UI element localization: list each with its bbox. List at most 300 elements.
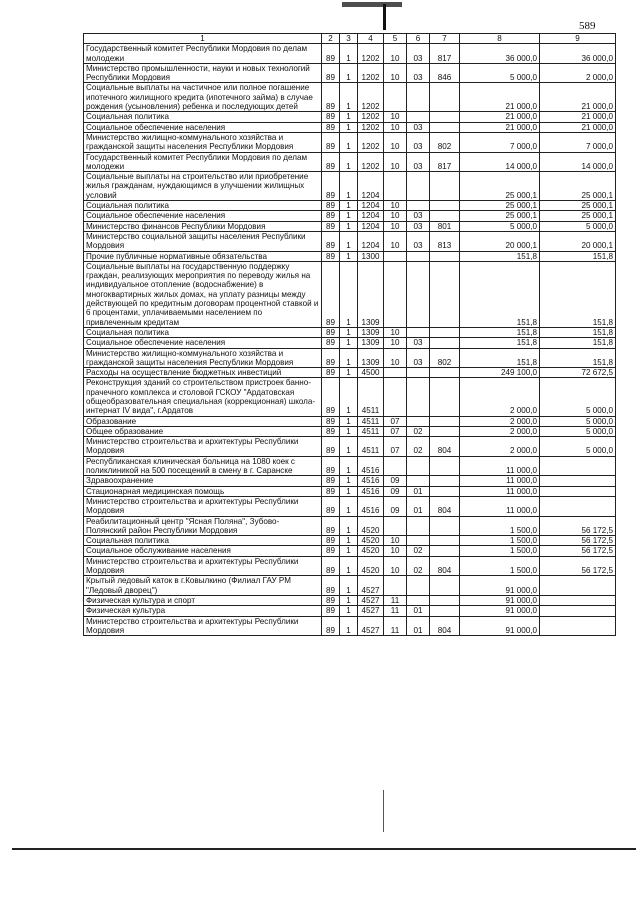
row-name: Социальные выплаты на строительство или приобретение жилья гражданам, нуждающимся в улучшении жилищных условий <box>84 172 322 201</box>
row-name: Министерство строительства и архитектуры Республики Мордовия <box>84 556 322 576</box>
row-amount-9: 56 172,5 <box>540 536 616 546</box>
row-amount-8: 151,8 <box>460 251 540 261</box>
table-row <box>84 616 616 636</box>
row-section <box>384 261 407 327</box>
row-section: 10 <box>384 221 407 231</box>
row-name: Министерство социальной защиты населения Республики Мордовия <box>84 231 322 251</box>
row-code-3: 1 <box>340 338 358 348</box>
row-amount-9: 36 000,0 <box>540 44 616 64</box>
row-amount-9: 5 000,0 <box>540 416 616 426</box>
row-name: Государственный комитет Республики Мордовия по делам молодежи <box>84 152 322 172</box>
row-code-2: 89 <box>322 476 340 486</box>
row-subsection <box>407 83 430 112</box>
table-row <box>84 63 616 83</box>
row-subsection <box>407 536 430 546</box>
row-code-4: 1300 <box>358 251 384 261</box>
column-header: 9 <box>540 34 616 44</box>
row-amount-9: 151,8 <box>540 327 616 337</box>
row-name: Министерство жилищно-коммунального хозяйства и гражданской защиты населения Республики Мордовия <box>84 348 322 368</box>
row-amount-8: 25 000,1 <box>460 211 540 221</box>
row-ministry-code <box>430 516 460 536</box>
row-subsection: 03 <box>407 221 430 231</box>
row-subsection <box>407 595 430 605</box>
row-code-3: 1 <box>340 576 358 596</box>
row-section: 10 <box>384 211 407 221</box>
row-subsection: 03 <box>407 132 430 152</box>
table-row <box>84 261 616 327</box>
row-amount-9: 72 672,5 <box>540 368 616 378</box>
row-amount-8: 91 000,0 <box>460 606 540 616</box>
row-subsection: 03 <box>407 63 430 83</box>
row-section: 10 <box>384 338 407 348</box>
row-amount-8: 21 000,0 <box>460 122 540 132</box>
row-code-2: 89 <box>322 122 340 132</box>
row-section <box>384 83 407 112</box>
row-ministry-code: 804 <box>430 437 460 457</box>
row-ministry-code <box>430 112 460 122</box>
row-code-4: 1202 <box>358 122 384 132</box>
row-code-2: 89 <box>322 576 340 596</box>
row-amount-8: 11 000,0 <box>460 486 540 496</box>
row-amount-9: 56 172,5 <box>540 556 616 576</box>
row-code-3: 1 <box>340 327 358 337</box>
row-name: Стационарная медицинская помощь <box>84 486 322 496</box>
row-ministry-code: 801 <box>430 221 460 231</box>
column-header: 8 <box>460 34 540 44</box>
row-amount-9: 151,8 <box>540 251 616 261</box>
row-ministry-code: 846 <box>430 63 460 83</box>
row-code-2: 89 <box>322 486 340 496</box>
table-row <box>84 112 616 122</box>
table-row <box>84 368 616 378</box>
row-amount-9: 5 000,0 <box>540 437 616 457</box>
row-amount-8: 11 000,0 <box>460 476 540 486</box>
column-header: 4 <box>358 34 384 44</box>
row-amount-8: 14 000,0 <box>460 152 540 172</box>
row-amount-8: 7 000,0 <box>460 132 540 152</box>
row-code-2: 89 <box>322 546 340 556</box>
row-amount-8: 2 000,0 <box>460 378 540 416</box>
row-section: 09 <box>384 476 407 486</box>
row-amount-9: 21 000,0 <box>540 122 616 132</box>
row-ministry-code <box>430 172 460 201</box>
row-amount-9: 5 000,0 <box>540 221 616 231</box>
row-amount-8: 91 000,0 <box>460 576 540 596</box>
row-code-4: 1309 <box>358 348 384 368</box>
row-code-4: 4527 <box>358 616 384 636</box>
table-row <box>84 44 616 64</box>
table-row <box>84 152 616 172</box>
row-code-3: 1 <box>340 536 358 546</box>
row-code-4: 4511 <box>358 426 384 436</box>
row-section: 10 <box>384 112 407 122</box>
row-code-3: 1 <box>340 437 358 457</box>
row-code-3: 1 <box>340 606 358 616</box>
row-subsection <box>407 327 430 337</box>
table-row <box>84 437 616 457</box>
row-amount-9 <box>540 576 616 596</box>
row-code-2: 89 <box>322 338 340 348</box>
row-name: Социальные выплаты на частичное или полное погашение ипотечного жилищного кредита (ипотечного займа) в случае рождения (усыновления) ребенка и последующих детей <box>84 83 322 112</box>
table-row <box>84 456 616 476</box>
row-section: 10 <box>384 327 407 337</box>
table-body <box>84 44 616 636</box>
table-row <box>84 221 616 231</box>
table-row <box>84 251 616 261</box>
row-code-4: 4511 <box>358 437 384 457</box>
row-name: Министерство финансов Республики Мордовия <box>84 221 322 231</box>
table-row <box>84 516 616 536</box>
row-name: Министерство промышленности, науки и новых технологий Республики Мордовия <box>84 63 322 83</box>
row-amount-9: 151,8 <box>540 261 616 327</box>
row-code-2: 89 <box>322 251 340 261</box>
row-section: 10 <box>384 132 407 152</box>
row-code-3: 1 <box>340 63 358 83</box>
row-section <box>384 251 407 261</box>
row-code-2: 89 <box>322 368 340 378</box>
row-subsection <box>407 201 430 211</box>
row-ministry-code <box>430 338 460 348</box>
row-ministry-code: 802 <box>430 132 460 152</box>
row-code-2: 89 <box>322 132 340 152</box>
row-name: Образование <box>84 416 322 426</box>
row-amount-8: 5 000,0 <box>460 221 540 231</box>
row-name: Республиканская клиническая больница на 1080 коек с поликлиникой на 500 посещений в смену в г. Саранске <box>84 456 322 476</box>
row-code-2: 89 <box>322 231 340 251</box>
row-amount-9: 56 172,5 <box>540 516 616 536</box>
row-ministry-code <box>430 261 460 327</box>
row-code-3: 1 <box>340 261 358 327</box>
row-amount-9: 151,8 <box>540 348 616 368</box>
row-name: Прочие публичные нормативные обязательства <box>84 251 322 261</box>
row-code-3: 1 <box>340 221 358 231</box>
row-amount-9 <box>540 476 616 486</box>
row-amount-8: 25 000,1 <box>460 201 540 211</box>
row-code-2: 89 <box>322 595 340 605</box>
row-section: 10 <box>384 63 407 83</box>
row-code-3: 1 <box>340 122 358 132</box>
table-row <box>84 595 616 605</box>
row-code-4: 4516 <box>358 496 384 516</box>
row-code-3: 1 <box>340 486 358 496</box>
row-ministry-code <box>430 546 460 556</box>
row-subsection: 01 <box>407 616 430 636</box>
page-bottom-line <box>12 848 636 850</box>
row-code-2: 89 <box>322 496 340 516</box>
row-code-2: 89 <box>322 63 340 83</box>
row-code-4: 1202 <box>358 83 384 112</box>
row-code-2: 89 <box>322 211 340 221</box>
row-code-2: 89 <box>322 261 340 327</box>
row-ministry-code <box>430 122 460 132</box>
row-section: 09 <box>384 496 407 516</box>
row-section <box>384 378 407 416</box>
row-ministry-code <box>430 83 460 112</box>
table-row <box>84 348 616 368</box>
row-code-2: 89 <box>322 616 340 636</box>
row-code-3: 1 <box>340 426 358 436</box>
row-code-3: 1 <box>340 348 358 368</box>
table-row <box>84 486 616 496</box>
row-amount-9 <box>540 486 616 496</box>
row-code-4: 4511 <box>358 378 384 416</box>
row-amount-9 <box>540 595 616 605</box>
row-name: Социальное обеспечение населения <box>84 211 322 221</box>
row-section <box>384 576 407 596</box>
row-subsection: 03 <box>407 338 430 348</box>
row-amount-8: 20 000,1 <box>460 231 540 251</box>
row-code-3: 1 <box>340 378 358 416</box>
table-row <box>84 201 616 211</box>
column-header: 5 <box>384 34 407 44</box>
row-amount-9: 21 000,0 <box>540 83 616 112</box>
row-ministry-code <box>430 576 460 596</box>
table-row <box>84 606 616 616</box>
row-subsection: 03 <box>407 348 430 368</box>
row-code-3: 1 <box>340 368 358 378</box>
row-section <box>384 172 407 201</box>
table-row <box>84 327 616 337</box>
row-ministry-code <box>430 536 460 546</box>
table-row <box>84 546 616 556</box>
table-row <box>84 536 616 546</box>
row-subsection: 01 <box>407 606 430 616</box>
row-code-4: 1309 <box>358 261 384 327</box>
row-ministry-code <box>430 595 460 605</box>
row-ministry-code <box>430 251 460 261</box>
row-code-3: 1 <box>340 44 358 64</box>
column-header: 2 <box>322 34 340 44</box>
table-row <box>84 556 616 576</box>
scan-mark-stem <box>383 4 386 30</box>
row-code-4: 4516 <box>358 456 384 476</box>
row-subsection <box>407 516 430 536</box>
row-name: Социальное обеспечение населения <box>84 338 322 348</box>
row-name: Физическая культура <box>84 606 322 616</box>
row-subsection <box>407 261 430 327</box>
column-header: 3 <box>340 34 358 44</box>
row-section: 10 <box>384 231 407 251</box>
row-name: Социальные выплаты на государственную поддержку граждан, реализующих мероприятия по переводу жилья на индивидуальное отопление (водоснабжение) в многоквартирных жилых домах, на уплату разницы между действующей по кредитным договорам процентной ставкой и 6 процентами, уплачиваемыми населением по привлеченным кредитам <box>84 261 322 327</box>
row-section: 07 <box>384 437 407 457</box>
row-ministry-code <box>430 606 460 616</box>
row-amount-8: 1 500,0 <box>460 546 540 556</box>
row-code-3: 1 <box>340 112 358 122</box>
row-section: 07 <box>384 426 407 436</box>
scan-mark <box>342 2 402 7</box>
row-code-4: 1204 <box>358 211 384 221</box>
row-code-2: 89 <box>322 516 340 536</box>
row-code-4: 1204 <box>358 221 384 231</box>
row-name: Реконструкция зданий со строительством пристроек банно-прачечного комплекса и столовой ГСКОУ "Ардатовская общеобразовательная специальная (коррекционная) школа-интернат IV вида", г.Ардатов <box>84 378 322 416</box>
table-row <box>84 378 616 416</box>
table-row <box>84 211 616 221</box>
row-amount-8: 2 000,0 <box>460 437 540 457</box>
row-amount-9: 2 000,0 <box>540 63 616 83</box>
row-code-2: 89 <box>322 172 340 201</box>
row-code-2: 89 <box>322 416 340 426</box>
row-code-4: 4520 <box>358 516 384 536</box>
row-ministry-code: 804 <box>430 496 460 516</box>
row-amount-9 <box>540 496 616 516</box>
table-row <box>84 576 616 596</box>
row-amount-9 <box>540 456 616 476</box>
row-subsection: 02 <box>407 426 430 436</box>
row-code-4: 4527 <box>358 606 384 616</box>
row-code-3: 1 <box>340 476 358 486</box>
row-subsection <box>407 378 430 416</box>
row-amount-9 <box>540 606 616 616</box>
row-section <box>384 368 407 378</box>
row-amount-9: 20 000,1 <box>540 231 616 251</box>
row-code-4: 4500 <box>358 368 384 378</box>
row-code-4: 4516 <box>358 486 384 496</box>
row-amount-9: 151,8 <box>540 338 616 348</box>
table-row <box>84 496 616 516</box>
row-subsection: 03 <box>407 122 430 132</box>
row-amount-8: 21 000,0 <box>460 83 540 112</box>
row-name: Реабилитационный центр "Ясная Поляна", Зубово-Полянский район Республики Мордовия <box>84 516 322 536</box>
table-row <box>84 122 616 132</box>
row-code-3: 1 <box>340 416 358 426</box>
row-name: Министерство жилищно-коммунального хозяйства и гражданской защиты населения Республики Мордовия <box>84 132 322 152</box>
row-amount-8: 151,8 <box>460 327 540 337</box>
row-code-2: 89 <box>322 536 340 546</box>
row-code-3: 1 <box>340 496 358 516</box>
row-code-3: 1 <box>340 546 358 556</box>
row-code-2: 89 <box>322 112 340 122</box>
row-amount-8: 5 000,0 <box>460 63 540 83</box>
row-ministry-code: 804 <box>430 616 460 636</box>
row-amount-8: 2 000,0 <box>460 416 540 426</box>
row-code-3: 1 <box>340 556 358 576</box>
row-subsection <box>407 172 430 201</box>
row-code-2: 89 <box>322 44 340 64</box>
row-name: Физическая культура и спорт <box>84 595 322 605</box>
row-name: Социальная политика <box>84 201 322 211</box>
row-ministry-code <box>430 327 460 337</box>
row-name: Социальная политика <box>84 112 322 122</box>
row-code-4: 1309 <box>358 327 384 337</box>
row-amount-8: 11 000,0 <box>460 456 540 476</box>
row-section: 10 <box>384 201 407 211</box>
row-code-3: 1 <box>340 251 358 261</box>
row-amount-9 <box>540 616 616 636</box>
row-subsection: 03 <box>407 211 430 221</box>
budget-table <box>83 33 616 636</box>
row-code-2: 89 <box>322 378 340 416</box>
row-section: 10 <box>384 152 407 172</box>
row-amount-9: 25 000,1 <box>540 211 616 221</box>
row-ministry-code <box>430 486 460 496</box>
row-code-4: 1202 <box>358 132 384 152</box>
row-amount-8: 25 000,1 <box>460 172 540 201</box>
row-code-4: 1202 <box>358 152 384 172</box>
row-code-2: 89 <box>322 426 340 436</box>
row-subsection <box>407 112 430 122</box>
table-row <box>84 338 616 348</box>
row-name: Расходы на осуществление бюджетных инвестиций <box>84 368 322 378</box>
page-number: 589 <box>579 20 596 32</box>
row-code-3: 1 <box>340 201 358 211</box>
row-ministry-code <box>430 416 460 426</box>
row-amount-9: 5 000,0 <box>540 378 616 416</box>
row-ministry-code <box>430 201 460 211</box>
row-name: Общее образование <box>84 426 322 436</box>
row-code-2: 89 <box>322 456 340 476</box>
row-ministry-code: 804 <box>430 556 460 576</box>
row-section: 07 <box>384 416 407 426</box>
row-ministry-code <box>430 368 460 378</box>
row-amount-8: 151,8 <box>460 261 540 327</box>
row-ministry-code <box>430 426 460 436</box>
row-amount-8: 11 000,0 <box>460 496 540 516</box>
row-code-3: 1 <box>340 231 358 251</box>
row-ministry-code: 813 <box>430 231 460 251</box>
row-amount-8: 151,8 <box>460 338 540 348</box>
row-ministry-code: 802 <box>430 348 460 368</box>
column-header: 7 <box>430 34 460 44</box>
row-code-3: 1 <box>340 83 358 112</box>
row-code-4: 1202 <box>358 63 384 83</box>
row-section: 10 <box>384 546 407 556</box>
row-section: 09 <box>384 486 407 496</box>
row-ministry-code <box>430 378 460 416</box>
table-row <box>84 476 616 486</box>
row-code-3: 1 <box>340 211 358 221</box>
row-amount-8: 91 000,0 <box>460 616 540 636</box>
row-subsection: 01 <box>407 496 430 516</box>
row-name: Социальное обеспечение населения <box>84 122 322 132</box>
row-subsection <box>407 251 430 261</box>
row-amount-8: 151,8 <box>460 348 540 368</box>
row-code-2: 89 <box>322 556 340 576</box>
row-subsection <box>407 416 430 426</box>
row-section: 11 <box>384 595 407 605</box>
row-code-4: 4520 <box>358 556 384 576</box>
row-code-3: 1 <box>340 456 358 476</box>
row-code-4: 1204 <box>358 231 384 251</box>
row-name: Социальная политика <box>84 536 322 546</box>
row-name: Министерство строительства и архитектуры Республики Мордовия <box>84 616 322 636</box>
row-code-3: 1 <box>340 132 358 152</box>
row-amount-8: 91 000,0 <box>460 595 540 605</box>
row-ministry-code: 817 <box>430 44 460 64</box>
row-code-2: 89 <box>322 606 340 616</box>
table-row <box>84 426 616 436</box>
row-name: Министерство строительства и архитектуры Республики Мордовия <box>84 437 322 457</box>
row-amount-8: 1 500,0 <box>460 556 540 576</box>
row-section <box>384 456 407 476</box>
row-code-2: 89 <box>322 201 340 211</box>
row-code-4: 4527 <box>358 595 384 605</box>
row-subsection: 03 <box>407 231 430 251</box>
table-row <box>84 416 616 426</box>
row-subsection: 02 <box>407 437 430 457</box>
row-code-4: 4527 <box>358 576 384 596</box>
row-code-4: 1204 <box>358 201 384 211</box>
row-code-4: 4511 <box>358 416 384 426</box>
table-header-row <box>84 34 616 44</box>
row-ministry-code <box>430 456 460 476</box>
row-code-2: 89 <box>322 83 340 112</box>
row-code-4: 4520 <box>358 536 384 546</box>
row-amount-9: 5 000,0 <box>540 426 616 436</box>
row-code-2: 89 <box>322 437 340 457</box>
row-name: Социальное обслуживание населения <box>84 546 322 556</box>
row-subsection <box>407 576 430 596</box>
row-section: 11 <box>384 616 407 636</box>
